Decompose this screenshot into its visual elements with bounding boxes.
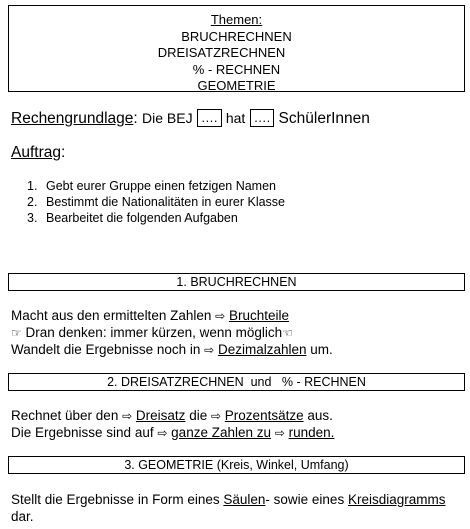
s1-line-1: Macht aus den ermittelten Zahlen ⇨ Bruchteile [11,308,289,323]
s1-line-3: Wandelt die Ergebnisse noch in ⇨ Dezimalzahlen um. [11,342,333,357]
arrow-right-icon: ⇨ [210,409,222,423]
basis-text-hat: hat [225,110,246,126]
arrow-right-icon: ⇨ [157,426,168,440]
hand-pointing-icon: ☜ [282,326,293,340]
hand-pointing-icon: ☞ [11,326,22,340]
s2-line-1: Rechnet über den ⇨ Dreisatz die ⇨ Prozentsätze aus. [11,408,333,423]
s1-line-2: ☞ Dran denken: immer kürzen, wenn möglich☜ [11,325,293,340]
section-title-bruchrechnen: 1. BRUCHRECHNEN [176,275,297,289]
list-item: 3. Bearbeitet die folgenden Aufgaben [27,211,238,225]
theme-item-bruchrechnen: BRUCHRECHNEN [181,28,292,44]
basis-text-bej: Die BEJ [142,110,193,126]
arrow-right-icon: ⇨ [204,343,215,357]
basis-colon: : [133,110,138,127]
themes-heading: Themen: [210,12,263,27]
list-item: 1. Gebt eurer Gruppe einen fetzigen Namen [27,179,276,193]
themes-box [8,5,465,92]
blank-students-field[interactable]: …. [250,109,275,127]
s2-line-2: Die Ergebnisse sind auf ⇨ ganze Zahlen zu ⇨ runden. [11,425,335,440]
arrow-right-icon: ⇨ [215,309,226,323]
theme-item-dreisatzrechnen: DREISATZRECHNEN [157,45,286,60]
task-label: Auftrag [11,144,61,161]
task-heading [11,144,65,162]
section-bar-dreisatz-prozent [8,373,465,391]
theme-item-prozentrechnen: % - RECHNEN [192,61,281,77]
section-bar-geometrie [8,456,465,474]
s3-line-1: Stellt die Ergebnisse in Form eines Säulen- sowie eines Kreisdiagramms [11,492,446,507]
basis-text-students: SchülerInnen [278,110,370,127]
basis-label: Rechengrundlage [11,110,134,127]
blank-class-field[interactable]: …. [197,109,222,127]
basis-line [11,109,370,128]
arrow-right-icon: ⇨ [274,426,285,440]
task-list [27,178,285,226]
section-title-dreisatz-prozent: 2. DREISATZRECHNEN und % - RECHNEN [107,375,366,389]
task-colon: : [60,144,66,161]
list-item: 2. Bestimmt die Nationalitäten in eurer Klasse [27,195,286,209]
section-bar-bruchrechnen [8,273,465,291]
s3-line-2: dar. [11,509,34,524]
section-title-geometrie: 3. GEOMETRIE (Kreis, Winkel, Umfang) [124,458,349,472]
theme-item-geometrie: GEOMETRIE [197,78,276,93]
arrow-right-icon: ⇨ [122,409,133,423]
